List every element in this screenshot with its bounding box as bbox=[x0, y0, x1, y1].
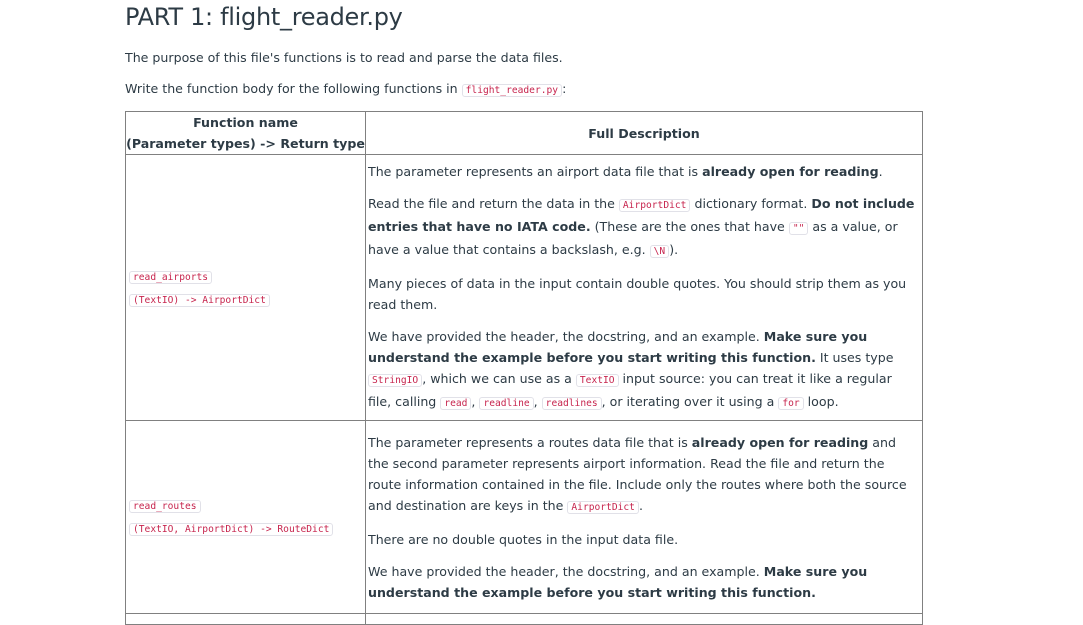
description-paragraph: There are no double quotes in the input data file. bbox=[368, 531, 679, 547]
function-description bbox=[366, 155, 923, 421]
inline-code-filename: flight_reader.py bbox=[462, 84, 562, 97]
table-row bbox=[126, 421, 923, 614]
function-signature: (TextIO, AirportDict) -> RouteDict bbox=[129, 523, 333, 536]
function-signature: (TextIO) -> AirportDict bbox=[129, 294, 270, 307]
table-header-row bbox=[126, 112, 923, 155]
description-paragraph: We have provided the header, the docstring, and an example. Make sure you understand the example before you start writing this function. It uses type StringIO , which we can use as a TextIO input source: you can treat it like a regular file, calling read , readline , readlines , or iterating over it using a for loop. bbox=[368, 329, 894, 409]
description-paragraph: We have provided the header, the docstring, and an example. Make sure you understand the example before you start writing this function. bbox=[368, 563, 868, 600]
intro-text: The purpose of this file's functions is to read and parse the data files. bbox=[125, 50, 563, 65]
function-name-cell bbox=[126, 421, 366, 614]
description-paragraph: Many pieces of data in the input contain double quotes. You should strip them as you read them. bbox=[368, 276, 907, 312]
function-description bbox=[366, 421, 923, 614]
header-function-name: Function name (Parameter types) -> Return type bbox=[126, 112, 366, 155]
function-name: read_routes bbox=[129, 500, 201, 513]
function-name: read_airports bbox=[129, 271, 212, 284]
functions-table bbox=[125, 111, 923, 625]
table-row bbox=[126, 155, 923, 421]
intro-instructions: Write the function body for the following functions in flight_reader.py : bbox=[125, 81, 567, 96]
table-row bbox=[126, 614, 923, 625]
function-name-cell bbox=[126, 155, 366, 421]
page-title: PART 1: flight_reader.py bbox=[125, 3, 403, 31]
description-paragraph: The parameter represents an airport data file that is already open for reading. bbox=[368, 164, 883, 179]
header-full-description: Full Description bbox=[366, 112, 923, 155]
description-paragraph: Read the file and return the data in the AirportDict dictionary format. Do not include entries that have no IATA code. (These are the ones that have "" as a value, or have a value that contains a backslash, e.g. \N ). bbox=[368, 196, 915, 257]
description-paragraph: The parameter represents a routes data file that is already open for reading and the second parameter represents airport information. Read the file and return the route information contained in the file. Include only the routes where both the source and destination are keys in the AirportDict . bbox=[368, 434, 907, 513]
